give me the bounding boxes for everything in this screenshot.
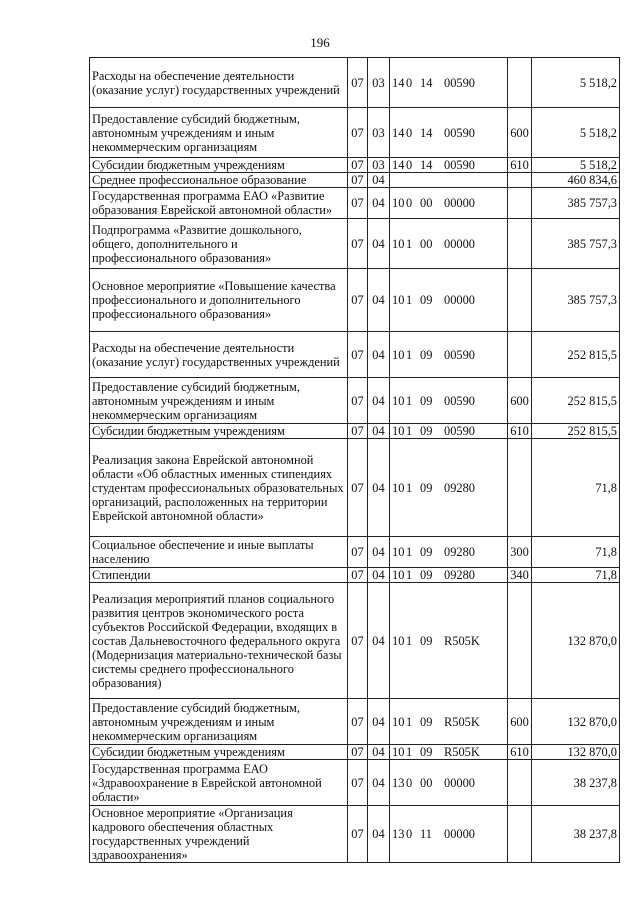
section-code: 07 bbox=[348, 58, 368, 108]
section-code: 07 bbox=[348, 583, 368, 699]
target-code-part-3: 09 bbox=[420, 545, 433, 559]
target-code-part-3: 09 bbox=[420, 424, 433, 438]
expense-type-code: 340 bbox=[508, 568, 532, 583]
table-row bbox=[90, 332, 620, 378]
target-code-part-1: 13 bbox=[392, 827, 405, 841]
amount: 132 870,0 bbox=[532, 745, 620, 760]
section-code: 07 bbox=[348, 173, 368, 188]
subsection-code: 04 bbox=[368, 173, 390, 188]
budget-table-body bbox=[90, 58, 620, 863]
table-row bbox=[90, 58, 620, 108]
row-name: Основное мероприятие «Повышение качества профессионального и дополнительного профессионального образования» bbox=[90, 269, 348, 332]
target-code-part-3: 00 bbox=[420, 236, 433, 251]
subsection-code: 04 bbox=[368, 699, 390, 745]
target-code-part-4: 00000 bbox=[444, 196, 475, 210]
amount: 5 518,2 bbox=[532, 158, 620, 173]
target-article-code bbox=[390, 269, 508, 332]
row-name: Реализация мероприятий планов социального развития центров экономического роста субъектов Российской Федерации, входящих в состав Дальневосточного федерального округа (Модернизация материально-технической базы системы среднего профессионального образования) bbox=[90, 583, 348, 699]
target-code-part-1: 10 bbox=[392, 545, 405, 559]
amount: 71,8 bbox=[532, 537, 620, 568]
section-code: 07 bbox=[348, 760, 368, 806]
target-code-part-2: 1 bbox=[406, 745, 413, 759]
section-code: 07 bbox=[348, 108, 368, 158]
target-code-part-4: 00000 bbox=[444, 827, 475, 841]
amount: 38 237,8 bbox=[532, 760, 620, 806]
row-name: Социальное обеспечение и иные выплаты населению bbox=[90, 537, 348, 568]
target-article-code bbox=[390, 188, 508, 219]
target-code-part-2: 1 bbox=[406, 236, 413, 251]
target-code-part-2: 1 bbox=[406, 545, 413, 559]
expense-type-code bbox=[508, 760, 532, 806]
target-code-part-4: 00590 bbox=[444, 347, 475, 362]
target-code-part-3: 09 bbox=[420, 393, 433, 408]
target-article-code bbox=[390, 378, 508, 424]
subsection-code: 04 bbox=[368, 537, 390, 568]
target-code-part-4: 00590 bbox=[444, 125, 475, 140]
target-code-part-2: 1 bbox=[406, 347, 413, 362]
target-code-part-2: 1 bbox=[406, 393, 413, 408]
amount: 252 815,5 bbox=[532, 378, 620, 424]
target-code-part-4: 00590 bbox=[444, 393, 475, 408]
expense-type-code bbox=[508, 806, 532, 863]
subsection-code: 04 bbox=[368, 424, 390, 439]
target-article-code bbox=[390, 108, 508, 158]
target-code-part-3: 11 bbox=[420, 827, 432, 841]
section-code: 07 bbox=[348, 269, 368, 332]
target-article-code bbox=[390, 424, 508, 439]
row-name: Стипендии bbox=[90, 568, 348, 583]
target-code-part-2: 1 bbox=[406, 568, 413, 582]
target-article-code bbox=[390, 583, 508, 699]
row-name: Субсидии бюджетным учреждениям bbox=[90, 745, 348, 760]
page-number: 196 bbox=[310, 35, 330, 50]
amount: 71,8 bbox=[532, 439, 620, 537]
expense-type-code bbox=[508, 439, 532, 537]
amount: 38 237,8 bbox=[532, 806, 620, 863]
table-row bbox=[90, 269, 620, 332]
expense-type-code: 600 bbox=[508, 699, 532, 745]
section-code: 07 bbox=[348, 699, 368, 745]
section-code: 07 bbox=[348, 806, 368, 863]
target-code-part-2: 0 bbox=[406, 196, 413, 210]
target-article-code bbox=[390, 806, 508, 863]
target-code-part-2: 1 bbox=[406, 424, 413, 438]
target-code-part-1: 14 bbox=[392, 125, 405, 140]
target-code-part-2: 0 bbox=[406, 125, 413, 140]
target-code-part-1: 10 bbox=[392, 745, 405, 759]
expense-type-code bbox=[508, 219, 532, 269]
subsection-code: 04 bbox=[368, 439, 390, 537]
target-code-part-1: 10 bbox=[392, 714, 405, 729]
target-code-part-4: 00000 bbox=[444, 775, 475, 790]
subsection-code: 04 bbox=[368, 332, 390, 378]
row-name: Субсидии бюджетным учреждениям bbox=[90, 158, 348, 173]
subsection-code: 04 bbox=[368, 760, 390, 806]
target-article-code bbox=[390, 699, 508, 745]
subsection-code: 04 bbox=[368, 568, 390, 583]
target-code-part-1: 10 bbox=[392, 236, 405, 251]
target-code-part-4: 00590 bbox=[444, 75, 475, 90]
expense-type-code: 600 bbox=[508, 378, 532, 424]
target-article-code bbox=[390, 158, 508, 173]
table-row bbox=[90, 219, 620, 269]
budget-table bbox=[89, 57, 620, 863]
expense-type-code: 600 bbox=[508, 108, 532, 158]
target-code-part-1: 14 bbox=[392, 158, 405, 172]
expense-type-code bbox=[508, 583, 532, 699]
row-name: Подпрограмма «Развитие дошкольного, общего, дополнительного и профессионального образования» bbox=[90, 219, 348, 269]
table-row bbox=[90, 188, 620, 219]
expense-type-code: 610 bbox=[508, 424, 532, 439]
expense-type-code: 610 bbox=[508, 158, 532, 173]
target-code-part-4: R505K bbox=[444, 633, 480, 648]
target-code-part-1: 10 bbox=[392, 480, 405, 495]
target-code-part-4: R505K bbox=[444, 745, 480, 759]
table-row bbox=[90, 108, 620, 158]
target-code-part-4: 00590 bbox=[444, 158, 475, 172]
expense-type-code bbox=[508, 269, 532, 332]
row-name: Предоставление субсидий бюджетным, автономным учреждениям и иным некоммерческим организациям bbox=[90, 378, 348, 424]
target-code-part-3: 09 bbox=[420, 480, 433, 495]
row-name: Государственная программа ЕАО «Развитие образования Еврейской автономной области» bbox=[90, 188, 348, 219]
target-code-part-1: 10 bbox=[392, 633, 405, 648]
target-code-part-4: 09280 bbox=[444, 545, 475, 559]
expense-type-code bbox=[508, 58, 532, 108]
table-row bbox=[90, 537, 620, 568]
table-row bbox=[90, 699, 620, 745]
target-article-code bbox=[390, 568, 508, 583]
target-code-part-1: 10 bbox=[392, 393, 405, 408]
target-code-part-3: 09 bbox=[420, 633, 433, 648]
section-code: 07 bbox=[348, 158, 368, 173]
target-code-part-2: 0 bbox=[406, 775, 413, 790]
target-article-code bbox=[390, 332, 508, 378]
row-name: Предоставление субсидий бюджетным, автономным учреждениям и иным некоммерческим организациям bbox=[90, 108, 348, 158]
target-code-part-2: 1 bbox=[406, 714, 413, 729]
target-code-part-1: 14 bbox=[392, 75, 405, 90]
target-code-part-2: 0 bbox=[406, 827, 413, 841]
section-code: 07 bbox=[348, 188, 368, 219]
target-code-part-1: 10 bbox=[392, 293, 405, 307]
target-code-part-4: 00590 bbox=[444, 424, 475, 438]
amount: 460 834,6 bbox=[532, 173, 620, 188]
table-row bbox=[90, 760, 620, 806]
target-code-part-4: 00000 bbox=[444, 293, 475, 307]
expense-type-code bbox=[508, 173, 532, 188]
section-code: 07 bbox=[348, 439, 368, 537]
target-article-code bbox=[390, 745, 508, 760]
amount: 132 870,0 bbox=[532, 699, 620, 745]
subsection-code: 04 bbox=[368, 269, 390, 332]
target-code-part-3: 09 bbox=[420, 568, 433, 582]
row-name: Субсидии бюджетным учреждениям bbox=[90, 424, 348, 439]
section-code: 07 bbox=[348, 219, 368, 269]
target-code-part-2: 1 bbox=[406, 480, 413, 495]
target-code-part-4: 09280 bbox=[444, 480, 475, 495]
target-article-code bbox=[390, 173, 508, 188]
target-article-code bbox=[390, 439, 508, 537]
row-name: Основное мероприятие «Организация кадрового обеспечения областных государственных учреждений здравоохранения» bbox=[90, 806, 348, 863]
amount: 71,8 bbox=[532, 568, 620, 583]
table-row bbox=[90, 806, 620, 863]
subsection-code: 04 bbox=[368, 378, 390, 424]
target-code-part-4: 00000 bbox=[444, 236, 475, 251]
table-row bbox=[90, 173, 620, 188]
target-code-part-3: 14 bbox=[420, 125, 433, 140]
target-code-part-3: 09 bbox=[420, 745, 433, 759]
target-code-part-2: 0 bbox=[406, 158, 413, 172]
subsection-code: 03 bbox=[368, 58, 390, 108]
target-article-code bbox=[390, 219, 508, 269]
subsection-code: 04 bbox=[368, 219, 390, 269]
subsection-code: 04 bbox=[368, 806, 390, 863]
table-row bbox=[90, 568, 620, 583]
table-row bbox=[90, 378, 620, 424]
amount: 5 518,2 bbox=[532, 108, 620, 158]
amount: 5 518,2 bbox=[532, 58, 620, 108]
target-code-part-4: R505K bbox=[444, 714, 480, 729]
target-code-part-3: 09 bbox=[420, 714, 433, 729]
target-code-part-3: 09 bbox=[420, 293, 433, 307]
target-code-part-3: 09 bbox=[420, 347, 433, 362]
subsection-code: 03 bbox=[368, 158, 390, 173]
section-code: 07 bbox=[348, 568, 368, 583]
subsection-code: 04 bbox=[368, 188, 390, 219]
row-name: Расходы на обеспечение деятельности (оказание услуг) государственных учреждений bbox=[90, 332, 348, 378]
target-code-part-1: 10 bbox=[392, 424, 405, 438]
target-code-part-1: 10 bbox=[392, 196, 405, 210]
target-code-part-3: 14 bbox=[420, 75, 433, 90]
target-code-part-3: 14 bbox=[420, 158, 433, 172]
expense-type-code bbox=[508, 332, 532, 378]
section-code: 07 bbox=[348, 537, 368, 568]
target-code-part-1: 10 bbox=[392, 568, 405, 582]
amount: 385 757,3 bbox=[532, 188, 620, 219]
amount: 385 757,3 bbox=[532, 269, 620, 332]
row-name: Государственная программа ЕАО «Здравоохранение в Еврейской автономной области» bbox=[90, 760, 348, 806]
section-code: 07 bbox=[348, 332, 368, 378]
table-row bbox=[90, 439, 620, 537]
expense-type-code bbox=[508, 188, 532, 219]
section-code: 07 bbox=[348, 745, 368, 760]
subsection-code: 04 bbox=[368, 745, 390, 760]
expense-type-code: 300 bbox=[508, 537, 532, 568]
row-name: Среднее профессиональное образование bbox=[90, 173, 348, 188]
target-article-code bbox=[390, 537, 508, 568]
subsection-code: 03 bbox=[368, 108, 390, 158]
target-code-part-2: 0 bbox=[406, 75, 413, 90]
table-row bbox=[90, 158, 620, 173]
target-code-part-2: 1 bbox=[406, 293, 413, 307]
amount: 132 870,0 bbox=[532, 583, 620, 699]
section-code: 07 bbox=[348, 378, 368, 424]
section-code: 07 bbox=[348, 424, 368, 439]
target-code-part-1: 10 bbox=[392, 347, 405, 362]
target-article-code bbox=[390, 760, 508, 806]
table-row bbox=[90, 424, 620, 439]
amount: 252 815,5 bbox=[532, 332, 620, 378]
expense-type-code: 610 bbox=[508, 745, 532, 760]
target-code-part-3: 00 bbox=[420, 775, 433, 790]
amount: 252 815,5 bbox=[532, 424, 620, 439]
target-code-part-1: 13 bbox=[392, 775, 405, 790]
table-row bbox=[90, 583, 620, 699]
target-code-part-2: 1 bbox=[406, 633, 413, 648]
amount: 385 757,3 bbox=[532, 219, 620, 269]
target-code-part-3: 00 bbox=[420, 196, 433, 210]
target-article-code bbox=[390, 58, 508, 108]
subsection-code: 04 bbox=[368, 583, 390, 699]
row-name: Предоставление субсидий бюджетным, автономным учреждениям и иным некоммерческим организациям bbox=[90, 699, 348, 745]
table-row bbox=[90, 745, 620, 760]
row-name: Реализация закона Еврейской автономной области «Об областных именных стипендиях студентам профессиональных образовательных организаций, расположенных на территории Еврейской автономной области» bbox=[90, 439, 348, 537]
target-code-part-4: 09280 bbox=[444, 568, 475, 582]
row-name: Расходы на обеспечение деятельности (оказание услуг) государственных учреждений bbox=[90, 58, 348, 108]
